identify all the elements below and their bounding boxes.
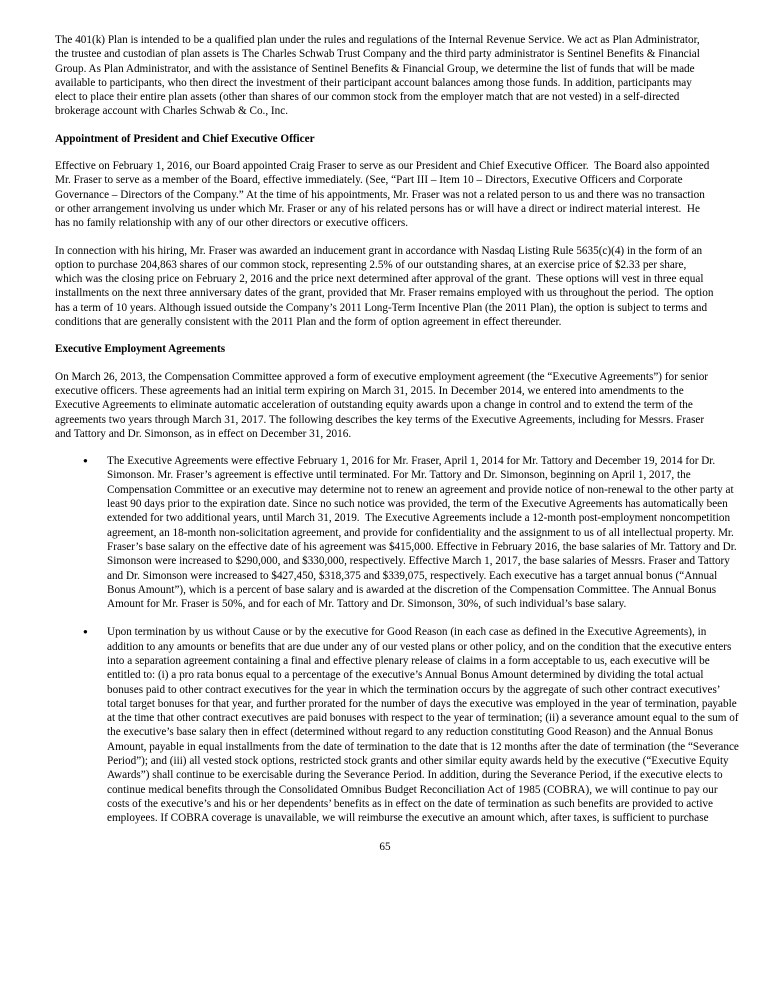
- paragraph-401k-plan: The 401(k) Plan is intended to be a qualified plan under the rules and regulations of the Internal Revenue Service. We act as Plan Administrator, the trustee and custodian of plan assets is The Charles Schwab Trust Company and the third party administrator is Sentinel Benefits & Financial Group. As Plan Administrator, and with the assistance of Sentinel Benefits & Financial Group, we determine the list of funds that will be made available to participants, who then direct the investment of their participant account balances among those funds. In addition, participants may elect to place their entire plan assets (other than shares of our common stock from the employer match that are not vested) in a self-directed brokerage account with Charles Schwab & Co., Inc.: [55, 34, 703, 118]
- list-item: [55, 625, 740, 825]
- bullet-text-agreement-terms: The Executive Agreements were effective February 1, 2016 for Mr. Fraser, April 1, 2014 for Mr. Tattory and December 19, 2014 for Dr. Simonson. Mr. Fraser’s agreement is effective until terminated. For Mr. Tattory and Dr. Simonson, beginning on April 1, 2017, the Compensation Committee or an executive may determine not to renew an agreement and provide notice of non-renewal to the other party at least 90 days prior to the expiration date. Since no such notice was provided, the term of the Executive Agreements has automatically been extended for two additional years, until March 31, 2019. The Executive Agreements include a 12-month post-employment noncompetition agreement, an 18-month non-solicitation agreement, and provide for confidentiality and the assignment to us of all intellectual property. Mr. Fraser’s base salary on the effective date of his agreement was $415,000. Effective in February 2016, the base salaries of Mr. Tattory and Dr. Simonson were increased to $290,000, and $330,000, respectively. Effective March 1, 2017, the base salaries of Messrs. Fraser and Tattory and Dr. Simonson were increased to $427,450, $318,375 and $339,075, respectively. Each executive has a target annual bonus (“Annual Bonus Amount”), which is a percent of base salary and is awarded at the discretion of the Compensation Committee. The Annual Bonus Amount for Mr. Fraser is 50%, and for each of Mr. Tattory and Dr. Simonson, 30%, of such individual’s base salary.: [107, 455, 740, 611]
- paragraph-inducement-grant: In connection with his hiring, Mr. Fraser was awarded an inducement grant in accordance with Nasdaq Listing Rule 5635(c)(4) in the form of an option to purchase 204,863 shares of our common stock, representing 2.5% of our outstanding shares, at an exercise price of $2.33 per share, which was the closing price on February 2, 2016 and the price next determined after approval of the grant. These options will vest in three equal installments on the next three anniversary dates of the grant, provided that Mr. Fraser remains employed with us throughout the period. The option has a term of 10 years. Although issued outside the Company’s 2011 Long-Term Incentive Plan (the 2011 Plan), the option is subject to terms and conditions that are generally consistent with the 2011 Plan and the form of option agreement in effect thereunder.: [55, 244, 717, 329]
- bullet-list: [55, 454, 740, 825]
- heading-executive-employment-agreements: Executive Employment Agreements: [55, 343, 226, 356]
- bullet-icon: ●: [83, 627, 88, 637]
- heading-appointment-of-president-ceo: Appointment of President and Chief Executive Officer: [55, 132, 315, 145]
- paragraph-board-appointment: Effective on February 1, 2016, our Board appointed Craig Fraser to serve as our President and Chief Executive Officer. The Board also appointed Mr. Fraser to serve as a member of the Board, effective immediately. (See, “Part III – Item 10 – Directors, Executive Officers and Corporate Governance – Directors of the Company.” At the time of his appointments, Mr. Fraser was not a related person to us and there was no transaction or other arrangement involving us under which Mr. Fraser or any of his related persons has or will have a direct or indirect material interest. He has no family relationship with any of our other directors or executive officers.: [55, 160, 713, 230]
- list-item: [55, 454, 740, 611]
- bullet-text-termination-provisions: Upon termination by us without Cause or by the executive for Good Reason (in each case as defined in the Executive Agreements), in addition to any amounts or benefits that are due under any of our vested plans or other policy, and on the condition that the executive enters into a separation agreement containing a final and effective plenary release of claims in a form acceptable to us, each executive will be entitled to: (i) a pro rata bonus equal to a percentage of the executive’s Annual Bonus Amount determined by dividing the total actual bonuses paid to other contract executives for the year in which the termination occurs by the aggregate of such other contract executives’ total target bonuses for that year, and further prorated for the number of days the executive was employed in the year of termination, payable at the time that other contract executives are paid bonuses with respect to the year of termination; (ii) a severance amount equal to the sum of the executive’s base salary then in effect (determined without regard to any reduction constituting Good Reason) and the Annual Bonus Amount, payable in equal installments from the date of termination to the date that is 12 months after the date of termination (the “Severance Period”); and (iii) all vested stock options, restricted stock grants and other similar equity awards held by the executive (“Executive Equity Awards”) shall continue to be exercisable during the Severance Period. In addition, during the Severance Period, if the executive elects to continue medical benefits through the Consolidated Omnibus Budget Reconciliation Act of 1985 (COBRA), we will continue to pay our costs of the executive’s and his or her dependents’ benefits as in effect on the date of termination as such benefits are provided to active employees. If COBRA coverage is unavailable, we will reimburse the executive an amount which, after taxes, is sufficient to purchase: [107, 626, 742, 825]
- paragraph-compensation-committee: On March 26, 2013, the Compensation Committee approved a form of executive employment agreement (the “Executive Agreements”) for senior executive officers. These agreements had an initial term expiring on March 31, 2015. In December 2014, we entered into amendments to the Executive Agreements to eliminate automatic acceleration of outstanding equity awards upon a change in control and to extend the term of the agreements two years through March 31, 2017. The following describes the key terms of the Executive Agreements, including for Messrs. Fraser and Tattory and Dr. Simonson, as in effect on December 31, 2016.: [55, 370, 711, 440]
- bullet-icon: ●: [83, 456, 88, 466]
- page-number: 65: [379, 840, 391, 853]
